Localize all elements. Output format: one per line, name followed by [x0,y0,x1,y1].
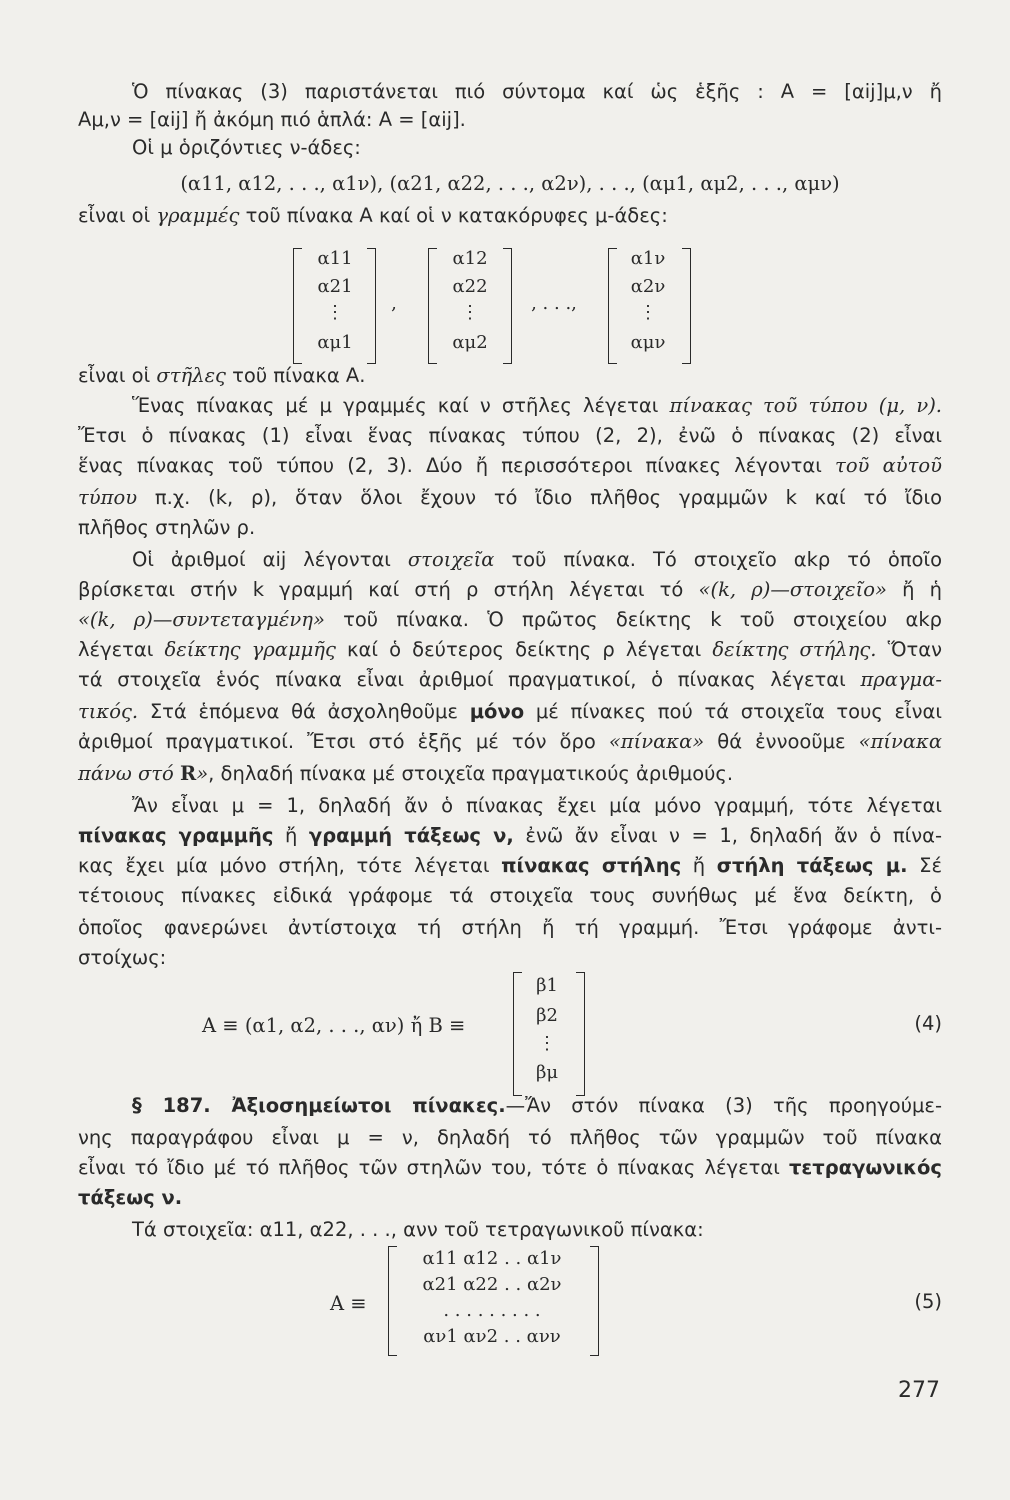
text-line: κας ἔχει μία μόνο στήλη, τότε λέγεται πίνακας στήλης ἤ στήλη τάξεως μ. Σέ [78,854,942,877]
text-line: εἶναι τό ἴδιο μέ τό πλῆθος τῶν στηλῶν του, τότε ὁ πίνακας λέγεται τετραγωνικός [78,1156,942,1179]
matrix-cell: α22 [452,276,488,297]
equation-text: Α ≡ [330,1292,367,1315]
matrix-cell: ⋮ [639,302,657,323]
left-bracket [388,1246,397,1356]
row-tuples-formula: (α11, α12, . . ., α1ν), (α21, α22, . . ., α2ν), . . ., (αμ1, αμ2, . . ., αμν) [180,172,840,195]
matrix-cell: α21 [317,276,353,297]
right-bracket [503,248,512,364]
text-line: Ὁ πίνακας (3) παριστάνεται πιό σύντομα καί ὡς ἑξῆς : Α = [αij]μ,ν ἤ [132,80,942,103]
matrix-cell: αμ2 [452,332,488,353]
matrix-cell: α11 [317,248,353,269]
text-line: πίνακας γραμμῆς ἤ γραμμή τάξεως ν, ἐνῶ ἄν εἶναι ν = 1, δηλαδή ἄν ὁ πίνα- [78,824,942,847]
left-bracket [608,248,617,364]
text-line: τάξεως ν. [78,1186,183,1209]
text-line: ἕνας πίνακας τοῦ τύπου (2, 3). Δύο ἤ περισσότεροι πίνακες λέγονται τοῦ αὐτοῦ [78,454,942,477]
text-line: εἶναι οἱ γραμμές τοῦ πίνακα Α καί οἱ ν κατακόρυφες μ-άδες: [78,204,668,227]
matrix-cell: ⋮ [538,1033,556,1054]
right-bracket [367,248,376,364]
matrix-cell: ⋮ [326,302,344,323]
text-line: πλῆθος στηλῶν ρ. [78,516,256,539]
matrix-row: α21 α22 . . α2ν [422,1274,562,1295]
matrix-cell: βμ [535,1062,559,1083]
left-bracket [428,248,437,364]
text-line: τέτοιους πίνακες εἰδικά γράφομε τά στοιχεῖα τους συνήθως μέ ἕνα δείκτη, ὁ [78,884,942,907]
matrix-row: . . . . . . . . . [443,1300,541,1321]
right-bracket [682,248,691,364]
text-line: ὁποῖος φανερώνει ἀντίστοιχα τή στήλη ἤ τή γραμμή. Ἔτσι γράφομε ἀντι- [78,916,942,939]
text-line: λέγεται δείκτης γραμμῆς καί ὁ δεύτερος δείκτης ρ λέγεται δείκτης στήλης. Ὅταν [78,638,943,661]
text-line: Τά στοιχεῖα: α11, α22, . . ., ανν τοῦ τετραγωνικοῦ πίνακα: [132,1218,704,1241]
text-line: ἀριθμοί πραγματικοί. Ἔτσι στό ἑξῆς μέ τόν ὅρο «πίνακα» θά ἐννοοῦμε «πίνακα [78,730,943,753]
section-title: § 187. Ἀξιοσημείωτοι πίνακες. [132,1094,506,1117]
text-line: βρίσκεται στήν k γραμμή καί στή ρ στήλη λέγεται τό «(k, ρ)—στοιχεῖο» ἤ ἡ [78,578,942,601]
matrix-cell: αμ1 [317,332,353,353]
text-line: Ἄν εἶναι μ = 1, δηλαδή ἄν ὁ πίνακας ἔχει μία μόνο γραμμή, τότε λέγεται [132,794,942,817]
matrix-row: α11 α12 . . α1ν [422,1248,562,1269]
text-line: στοίχως: [78,946,167,969]
text-line: Οἱ μ ὁριζόντιες ν-άδες: [132,136,361,159]
text-line: νης παραγράφου εἶναι μ = ν, δηλαδή τό πλῆθος τῶν γραμμῶν τοῦ πίνακα [78,1126,942,1149]
matrix-cell: β2 [536,1005,558,1026]
section-heading-line: § 187. Ἀξιοσημείωτοι πίνακες.—Ἄν στόν πίνακα (3) τῆς προηγούμε- [132,1094,942,1117]
text-line: «(k, ρ)—συντεταγμένη» τοῦ πίνακα. Ὁ πρῶτος δείκτης k τοῦ στοιχείου αkρ [78,608,942,631]
text-line: Αμ,ν = [αij] ἤ ἀκόμη πιό ἁπλά: Α = [αij]. [78,108,466,131]
matrix-cell: αμν [630,332,666,353]
matrix-cell: α12 [452,248,488,269]
text-line: τύπου π.χ. (k, ρ), ὅταν ὅλοι ἔχουν τό ἴδιο πλῆθος γραμμῶν k καί τό ἴδιο [78,486,942,509]
left-bracket [293,248,302,364]
matrix-cell: α1ν [630,248,666,269]
text-line: εἶναι οἱ στῆλες τοῦ πίνακα Α. [78,364,366,387]
text-line: Ἕνας πίνακας μέ μ γραμμές καί ν στῆλες λέγεται πίνακας τοῦ τύπου (μ, ν). [132,394,943,417]
text-line: πάνω στό R», δηλαδή πίνακα μέ στοιχεῖα πραγματικούς ἀριθμούς. [78,762,734,785]
text-line: τικός. Στά ἑπόμενα θά ἀσχοληθοῦμε μόνο μέ πίνακες πού τά στοιχεῖα τους εἶναι [78,700,942,723]
separator: , [391,293,397,314]
left-bracket [513,972,522,1096]
text-line: τά στοιχεῖα ἑνός πίνακα εἶναι ἀριθμοί πραγματικοί, ὁ πίνακας λέγεται πραγμα- [78,668,942,691]
separator: , . . ., [531,293,577,314]
text-line: Οἱ ἀριθμοί αij λέγονται στοιχεῖα τοῦ πίνακα. Τό στοιχεῖο αkρ τό ὁποῖο [132,548,942,571]
matrix-cell: ⋮ [461,302,479,323]
matrix-row: αν1 αν2 . . ανν [423,1326,561,1347]
equation-number: (5) [914,1290,942,1313]
equation-number: (4) [914,1012,942,1035]
right-bracket [590,1246,599,1356]
equation-text: Α ≡ (α1, α2, . . ., αν) ἤ Β ≡ [202,1014,466,1037]
page-number: 277 [898,1378,940,1403]
matrix-cell: β1 [536,975,558,996]
text-line: Ἔτσι ὁ πίνακας (1) εἶναι ἕνας πίνακας τύπου (2, 2), ἐνῶ ὁ πίνακας (2) εἶναι [78,424,942,447]
matrix-cell: α2ν [630,276,666,297]
right-bracket [576,972,585,1096]
